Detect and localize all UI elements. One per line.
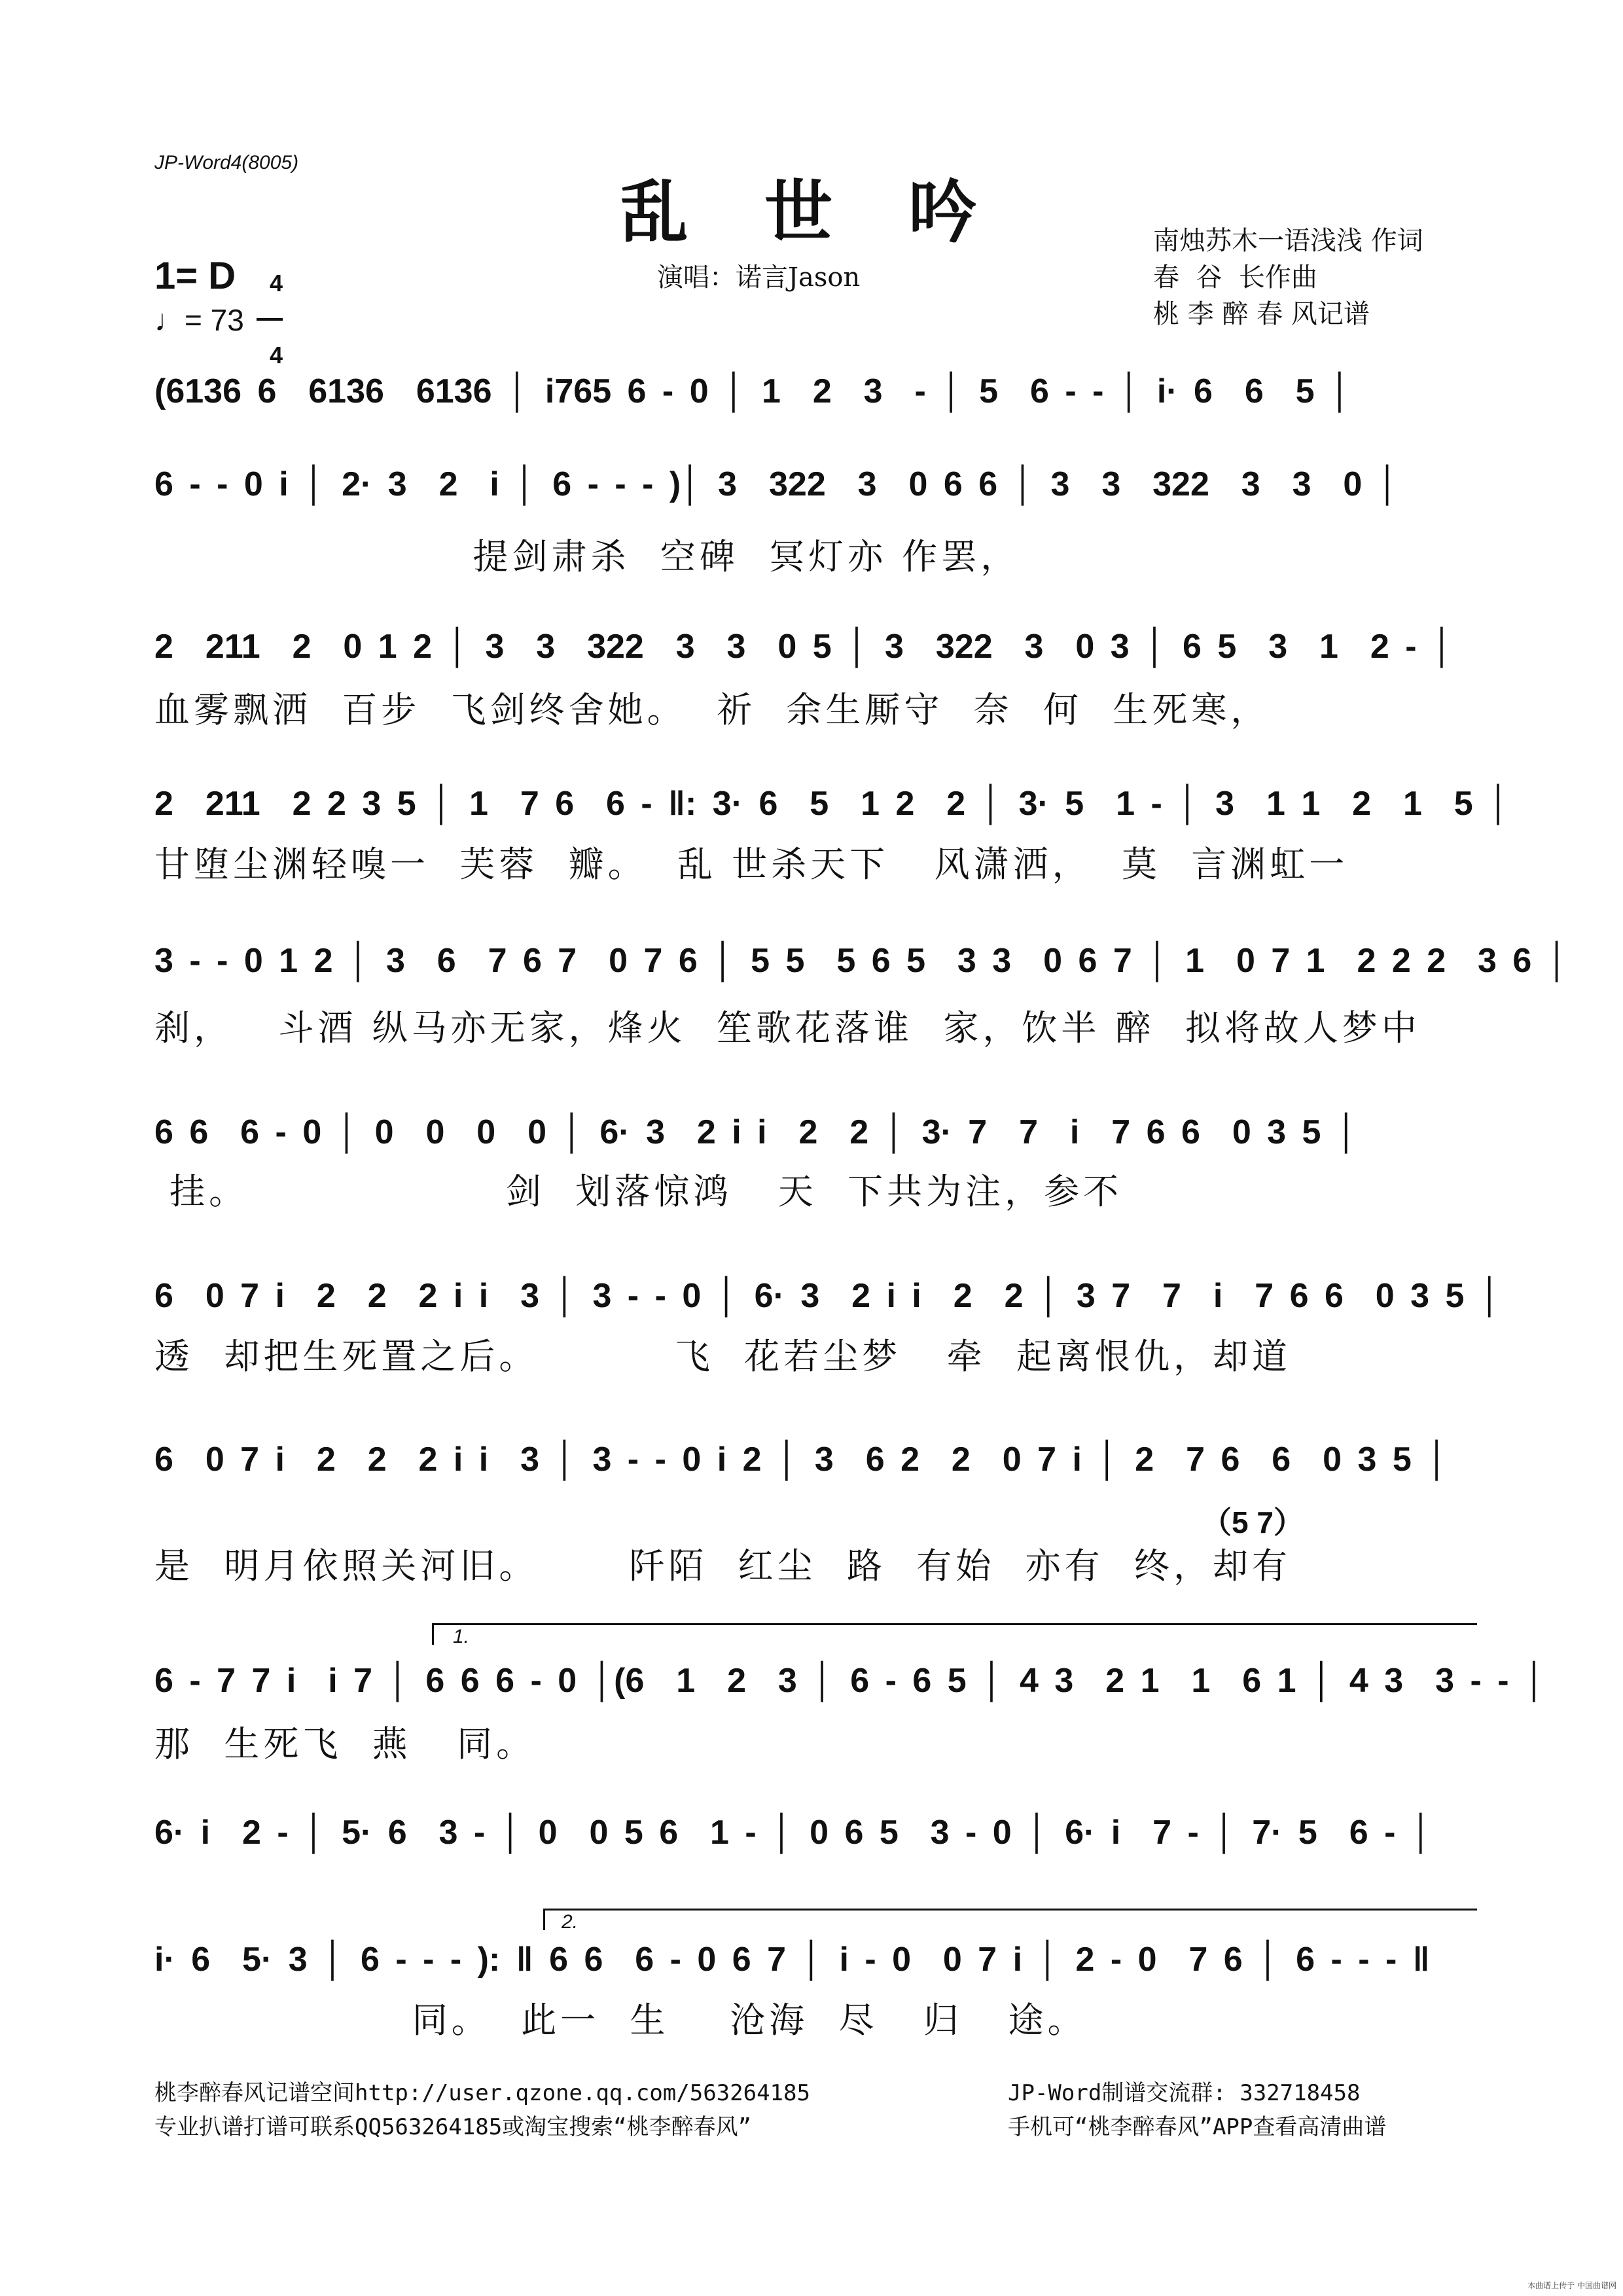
score-system-10 <box>154 1813 1483 1876</box>
upload-stamp: 本曲谱上传于 中国曲谱网 <box>1527 2281 1616 2290</box>
score-system-8 <box>154 1440 1483 1503</box>
lyrics-line: 透 却把生死置之后。 飞 花若尘梦 牵 起离恨仇，却道 <box>154 1336 1291 1377</box>
lyrics-line: 刹， 斗酒 纵马亦无家，烽火 笙歌花落谁 家，饮半 醉 拟将故人梦中 <box>154 1007 1421 1049</box>
notation-line: 6 0 7 i 2 2 2 i i 3 │ 3 - - 0 i 2 │ 3 6 2 2 0 7 i │ 2 7 6 6 0 3 5 │ <box>154 1441 1449 1479</box>
footer-left-line-2: 专业扒谱打谱可联系QQ563264185或淘宝搜索“桃李醉春风” <box>154 2114 752 2140</box>
score-system-1 <box>154 372 1483 435</box>
software-label: JP-Word4(8005) <box>154 152 299 173</box>
lyrics-line: 挂。 剑 划落惊鸿 天 下共为注，参不 <box>154 1171 1123 1212</box>
time-signature-bottom: 4 <box>270 342 283 368</box>
lyrics-line: 那 生死飞 燕 同。 <box>154 1723 536 1765</box>
notation-line: 3 - - 0 1 2 │ 3 6 7 6 7 0 7 6 │ 5 5 5 6 5 3 3 0 6 7 │ 1 0 7 1 2 2 2 3 6 │ <box>154 942 1569 980</box>
second-ending-label: 2. <box>562 1911 579 1933</box>
notation-line: 6· i 2 - │ 5· 6 3 - │ 0 0 5 6 1 - │ 0 6 5 3 - 0 │ 6· i 7 - │ 7· 5 6 - │ <box>154 1814 1433 1852</box>
score-system-2 <box>154 465 1483 528</box>
notation-line: 2 211 2 2 3 5 │ 1 7 6 6 - ‖: 3· 6 5 1 2 2 │ 3· 5 1 - │ 3 1 1 2 1 5 │ <box>154 785 1510 823</box>
notation-line: 6 - 7 7 i i 7 │ 6 6 6 - 0 │(6 1 2 3 │ 6 - 6 5 │ 4 3 2 1 1 6 1 │ 4 3 3 - - │ <box>154 1662 1546 1700</box>
time-signature-top: 4 <box>270 270 283 296</box>
notation-line: (6136 6 6136 6136 │ i765 6 - 0 │ 1 2 3 - │ 5 6 - - │ i· 6 6 5 │ <box>154 372 1352 410</box>
singer-credit: 演唱：诺言Jason <box>657 262 861 293</box>
transcriber-credit: 桃 李 醉 春 风记谱 <box>1153 299 1370 329</box>
second-ending-bracket <box>543 1909 1477 1930</box>
lyricist-credit: 南烛苏木一语浅浅 作词 <box>1153 226 1423 256</box>
tempo-marking: ♩= 73 <box>154 303 244 337</box>
key-signature: 1= D <box>154 255 236 297</box>
score-system-9 <box>154 1661 1546 1724</box>
first-ending-label: 1. <box>453 1626 470 1647</box>
lyrics-line: 是 明月依照关河旧。 阡陌 红尘 路 有始 亦有 终，却有 <box>154 1545 1291 1587</box>
notation-line: 6 - - 0 i │ 2· 3 2 i │ 6 - - - )│ 3 322 3 0 6 6 │ 3 3 322 3 3 0 │ <box>154 465 1400 503</box>
footer-right-line-1: JP-Word制谱交流群: 332718458 <box>1008 2080 1361 2106</box>
notation-line: 6 0 7 i 2 2 2 i i 3 │ 3 - - 0 │ 6· 3 2 i i 2 2 │ 3 7 7 i 7 6 6 0 3 5 │ <box>154 1277 1502 1315</box>
page-title: 乱 世 吟 <box>620 171 1003 252</box>
lyrics-line: 甘堕尘渊轻嗅一 芙蓉 瓣。 乱 世杀天下 风潇洒， 莫 言渊虹一 <box>154 844 1349 885</box>
notation-line: 2 211 2 0 1 2 │ 3 3 322 3 3 0 5 │ 3 322 3 0 3 │ 6 5 3 1 2 - │ <box>154 628 1454 666</box>
footer-right-line-2: 手机可“桃李醉春风”APP查看高清曲谱 <box>1008 2114 1387 2140</box>
time-signature <box>257 250 283 367</box>
score-system-3 <box>154 627 1483 690</box>
lyrics-line: 提剑肃杀 空碑 冥灯亦 作罢， <box>154 536 1020 577</box>
notation-line: i· 6 5· 3 │ 6 - - - ): ‖ 6 6 6 - 0 6 7 │ i - 0 0 7 i │ 2 - 0 7 6 │ 6 - - - ‖ <box>154 1941 1430 1979</box>
footer-left-line-1: 桃李醉春风记谱空间http://user.qzone.qq.com/563264185 <box>154 2080 810 2106</box>
notation-line: 6 6 6 - 0 │ 0 0 0 0 │ 6· 3 2 i i 2 2 │ 3· 7 7 i 7 6 6 0 3 5 │ <box>154 1113 1359 1151</box>
lyrics-line: 血雾飘洒 百步 飞剑终舍她。 祈 余生厮守 奈 何 生死寒， <box>154 689 1270 730</box>
composer-credit: 春 谷 长作曲 <box>1153 262 1317 293</box>
score-system-5 <box>154 941 1569 1004</box>
lyrics-line: 同。 此一 生 沧海 尽 归 途。 <box>154 2000 1087 2041</box>
alternate-notes: （5 7） <box>1202 1505 1304 1539</box>
first-ending-bracket <box>432 1623 1477 1645</box>
